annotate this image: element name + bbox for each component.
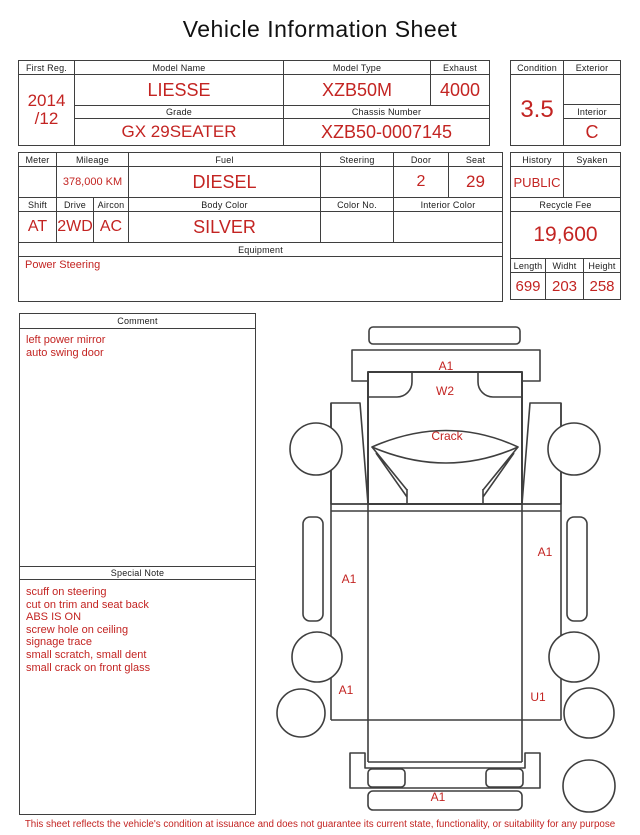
rear-bumper-damage-label: A1 [430, 790, 446, 804]
shift-header: Shift [19, 198, 57, 212]
syaken-header: Syaken [564, 153, 620, 167]
exterior-header: Exterior [564, 61, 620, 75]
recycle-fee-value: 19,600 [511, 212, 620, 259]
comment-line: left power mirror [26, 334, 106, 346]
exhaust-header: Exhaust [431, 61, 489, 75]
beltline [331, 504, 561, 511]
length-header: Length [511, 259, 546, 273]
grade-value: GX 29SEATER [75, 119, 284, 145]
grade-header: Grade [75, 106, 284, 119]
model-name-value: LIESSE [75, 75, 284, 106]
drive-value: 2WD [57, 212, 94, 243]
door-value: 2 [394, 167, 449, 198]
color-no-value [321, 212, 394, 243]
special-note-line: small crack on front glass [26, 661, 151, 674]
spec-table [18, 152, 503, 302]
special-note-text [26, 586, 250, 674]
comment-line: auto swing door [26, 346, 104, 359]
right-side-damage-label: A1 [537, 545, 553, 559]
exterior-value [564, 75, 620, 105]
height-header: Height [584, 259, 620, 273]
interior-color-value [394, 212, 502, 243]
fuel-header: Fuel [129, 153, 321, 167]
steering-header: Steering [321, 153, 394, 167]
windshield-damage-label: W2 [436, 384, 454, 398]
history-header: History [511, 153, 564, 167]
rear-right-wheel-inner [564, 688, 614, 738]
condition-value: 3.5 [511, 75, 564, 145]
disclaimer-text: This sheet reflects the vehicle's condition at issuance and does not guarantee its current state, functionality, or suitability for any purpose [24, 819, 616, 830]
color-no-header: Color No. [321, 198, 394, 212]
special-note-line: scuff on steering [26, 586, 107, 598]
interior-header: Interior [564, 105, 620, 119]
width-header: Widht [546, 259, 584, 273]
front-panel-damage-label: A1 [438, 359, 454, 373]
length-value: 699 [511, 273, 546, 299]
model-type-value: XZB50M [284, 75, 431, 106]
spare-tire [563, 760, 615, 812]
comment-header: Comment [20, 314, 255, 329]
interior-color-header: Interior Color [394, 198, 502, 212]
front-bumper-shape [369, 327, 520, 344]
special-note-line: signage trace [26, 636, 93, 649]
front-left-wheel [290, 423, 342, 475]
seat-value: 29 [449, 167, 502, 198]
model-type-header: Model Type [284, 61, 431, 75]
cabin-floor-outline [368, 504, 522, 762]
body-color-header: Body Color [129, 198, 321, 212]
meter-header: Meter [19, 153, 57, 167]
comment-box [19, 313, 256, 815]
right-side-rail-shape [567, 517, 587, 621]
mileage-header: Mileage [57, 153, 129, 167]
rear-step-shape [350, 753, 540, 788]
rear-right-wheel-outer [549, 632, 599, 682]
equipment-header: Equipment [19, 243, 502, 257]
width-value: 203 [546, 273, 584, 299]
mileage-value: 378,000 KM [57, 167, 129, 198]
condition-box [510, 60, 621, 146]
shift-value: AT [19, 212, 57, 243]
meter-value [19, 167, 57, 198]
right-rear-damage-label: U1 [530, 690, 546, 704]
recycle-fee-header: Recycle Fee [511, 198, 620, 212]
model-name-header: Model Name [75, 61, 284, 75]
fuel-value: DIESEL [129, 167, 321, 198]
special-note-header: Special Note [20, 566, 255, 580]
page-title: Vehicle Information Sheet [182, 16, 458, 42]
chassis-number-value: XZB50-0007145 [320, 121, 453, 142]
history-box [510, 152, 621, 300]
interior-value: C [585, 121, 599, 142]
special-note-line: ABS IS ON [26, 611, 82, 624]
front-right-wheel [548, 423, 600, 475]
special-note-line: small scratch, small dent [26, 648, 147, 661]
special-note-line: screw hole on ceiling [26, 623, 129, 636]
vehicle-damage-diagram [270, 315, 630, 818]
vehicle-identity-table [18, 60, 490, 146]
left-side-damage-label: A1 [341, 572, 357, 586]
first-reg-header: First Reg. [19, 61, 75, 75]
left-side-rail-shape [303, 517, 323, 621]
body-color-value: SILVER [129, 212, 321, 243]
syaken-value [564, 167, 620, 198]
aircon-value: AC [94, 212, 129, 243]
chassis-number-header: Chassis Number [284, 106, 489, 119]
first-reg-value: 2014 /12 [19, 75, 75, 145]
seat-header: Seat [449, 153, 502, 167]
windshield-crack-label: Crack [431, 429, 463, 443]
rear-left-wheel-inner [277, 689, 325, 737]
special-note-line: cut on trim and seat back [26, 598, 149, 611]
history-value: PUBLIC [511, 167, 564, 198]
drive-header: Drive [57, 198, 94, 212]
equipment-value: Power Steering [25, 259, 101, 271]
rear-left-wheel-outer [292, 632, 342, 682]
comment-text [26, 334, 250, 359]
door-header: Door [394, 153, 449, 167]
aircon-header: Aircon [94, 198, 129, 212]
left-rear-damage-label: A1 [338, 683, 354, 697]
steering-value [321, 167, 394, 198]
exhaust-value: 4000 [431, 75, 489, 106]
condition-header: Condition [511, 61, 564, 75]
height-value: 258 [589, 277, 615, 295]
